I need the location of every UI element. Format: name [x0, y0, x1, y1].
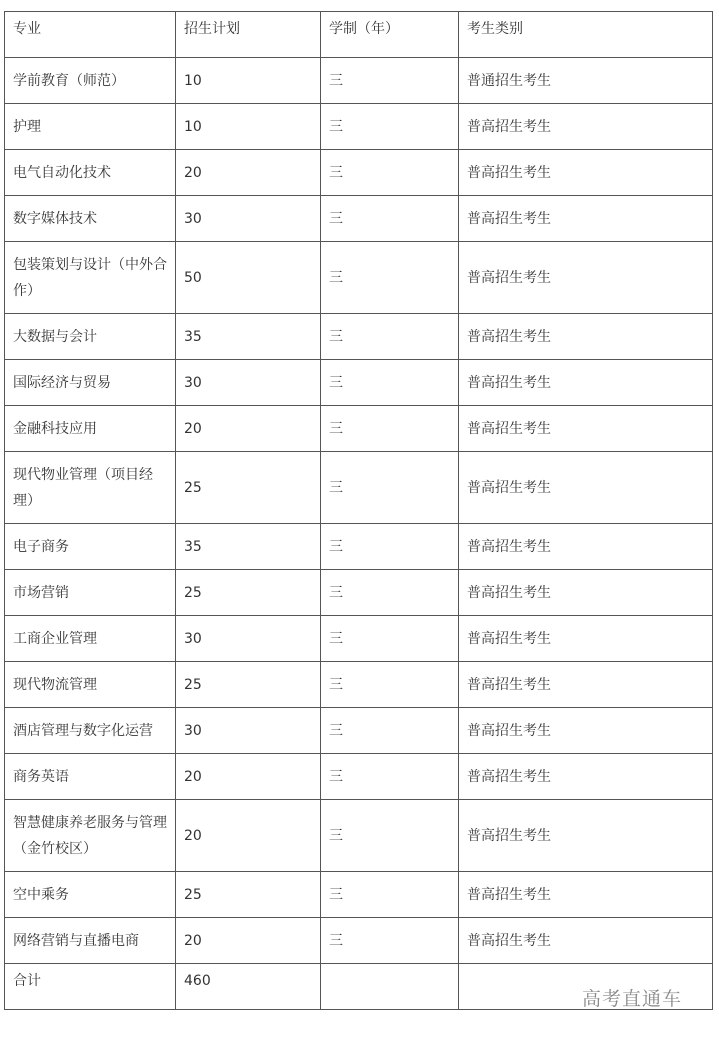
total-label: 合计: [5, 964, 176, 1010]
cell-years: 三: [321, 452, 459, 524]
cell-category: 普高招生考生: [459, 196, 713, 242]
cell-category: 普高招生考生: [459, 314, 713, 360]
table-row: [5, 800, 713, 872]
cell-years: 三: [321, 662, 459, 708]
cell-plan: 50: [176, 242, 321, 314]
cell-plan: 30: [176, 196, 321, 242]
enrollment-table: [4, 11, 713, 1010]
cell-category: 普高招生考生: [459, 242, 713, 314]
table-row: [5, 452, 713, 524]
cell-major: 国际经济与贸易: [5, 360, 176, 406]
table-row: [5, 616, 713, 662]
cell-plan: 25: [176, 452, 321, 524]
cell-major: 现代物业管理（项目经理）: [5, 452, 176, 524]
cell-plan: 30: [176, 616, 321, 662]
table-row: [5, 708, 713, 754]
cell-years: 三: [321, 524, 459, 570]
table-row: [5, 872, 713, 918]
cell-category: 普高招生考生: [459, 524, 713, 570]
table-header-row: [5, 12, 713, 58]
cell-category: 普高招生考生: [459, 918, 713, 964]
header-years: 学制（年）: [321, 12, 459, 58]
cell-plan: 35: [176, 314, 321, 360]
cell-plan: 20: [176, 800, 321, 872]
cell-major: 包装策划与设计（中外合作）: [5, 242, 176, 314]
cell-major: 现代物流管理: [5, 662, 176, 708]
cell-years: 三: [321, 708, 459, 754]
cell-plan: 30: [176, 360, 321, 406]
cell-category: 普高招生考生: [459, 360, 713, 406]
cell-category: 普高招生考生: [459, 150, 713, 196]
cell-years: 三: [321, 314, 459, 360]
cell-category: 普通招生考生: [459, 58, 713, 104]
table-row: [5, 524, 713, 570]
header-plan: 招生计划: [176, 12, 321, 58]
cell-years: 三: [321, 104, 459, 150]
cell-years: 三: [321, 150, 459, 196]
table-row: [5, 196, 713, 242]
table-row: [5, 242, 713, 314]
cell-category: 普高招生考生: [459, 104, 713, 150]
cell-major: 电子商务: [5, 524, 176, 570]
cell-category: 普高招生考生: [459, 872, 713, 918]
cell-major: 智慧健康养老服务与管理（金竹校区）: [5, 800, 176, 872]
table-row: [5, 918, 713, 964]
cell-plan: 20: [176, 150, 321, 196]
cell-major: 空中乘务: [5, 872, 176, 918]
cell-plan: 10: [176, 58, 321, 104]
cell-category: 普高招生考生: [459, 754, 713, 800]
cell-category: 普高招生考生: [459, 616, 713, 662]
cell-plan: 20: [176, 754, 321, 800]
cell-plan: 35: [176, 524, 321, 570]
cell-major: 工商企业管理: [5, 616, 176, 662]
cell-years: 三: [321, 242, 459, 314]
cell-major: 市场营销: [5, 570, 176, 616]
table-row: [5, 406, 713, 452]
cell-years: 三: [321, 918, 459, 964]
cell-plan: 25: [176, 872, 321, 918]
cell-plan: 20: [176, 406, 321, 452]
table-row: [5, 570, 713, 616]
cell-category: 普高招生考生: [459, 570, 713, 616]
cell-years: 三: [321, 570, 459, 616]
cell-years: 三: [321, 754, 459, 800]
cell-major: 电气自动化技术: [5, 150, 176, 196]
cell-years: 三: [321, 872, 459, 918]
cell-years: 三: [321, 360, 459, 406]
watermark: 高考直通车: [582, 988, 683, 1010]
cell-major: 商务英语: [5, 754, 176, 800]
cell-plan: 25: [176, 662, 321, 708]
cell-plan: 30: [176, 708, 321, 754]
cell-plan: 25: [176, 570, 321, 616]
table-row: [5, 662, 713, 708]
table-row: [5, 360, 713, 406]
total-plan: 460: [176, 964, 321, 1010]
cell-major: 大数据与会计: [5, 314, 176, 360]
cell-major: 酒店管理与数字化运营: [5, 708, 176, 754]
cell-major: 护理: [5, 104, 176, 150]
cell-category: 普高招生考生: [459, 708, 713, 754]
table-row: [5, 104, 713, 150]
cell-major: 学前教育（师范）: [5, 58, 176, 104]
cell-category: 普高招生考生: [459, 662, 713, 708]
header-major: 专业: [5, 12, 176, 58]
cell-years: 三: [321, 58, 459, 104]
table-row: [5, 150, 713, 196]
header-category: 考生类别: [459, 12, 713, 58]
cell-category: 普高招生考生: [459, 452, 713, 524]
cell-years: 三: [321, 616, 459, 662]
cell-years: 三: [321, 800, 459, 872]
table-row: [5, 58, 713, 104]
table-row: [5, 314, 713, 360]
cell-major: 数字媒体技术: [5, 196, 176, 242]
table-row: [5, 754, 713, 800]
cell-plan: 20: [176, 918, 321, 964]
cell-major: 金融科技应用: [5, 406, 176, 452]
cell-category: 普高招生考生: [459, 800, 713, 872]
total-years: [321, 964, 459, 1010]
cell-plan: 10: [176, 104, 321, 150]
cell-major: 网络营销与直播电商: [5, 918, 176, 964]
cell-years: 三: [321, 406, 459, 452]
cell-years: 三: [321, 196, 459, 242]
cell-category: 普高招生考生: [459, 406, 713, 452]
